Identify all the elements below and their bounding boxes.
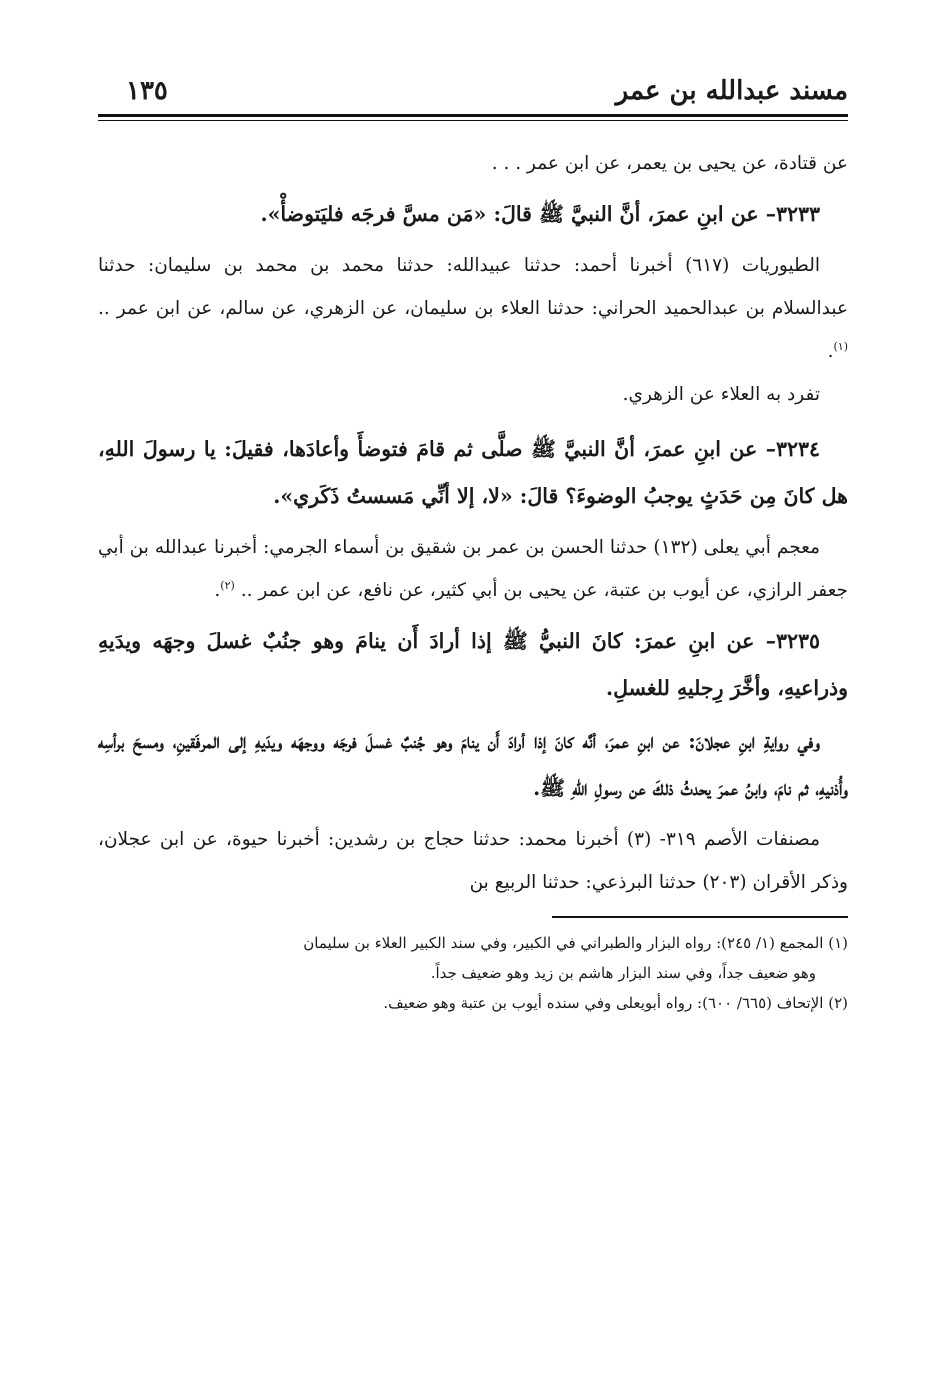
remark-tafarrud: تفرد به العلاء عن الزهري. (622, 384, 820, 405)
header-rule-thick (98, 114, 848, 117)
source-mujam-abi-yala: معجم أبي يعلى (١٣٢) حدثنا الحسن بن عمر بن شقيق بن أسماء الجرمي: أخبرنا عبدالله بن أبي جعفر الرازي، عن أيوب بن عتبة، عن يحيى بن أبي كثير، عن نافع، عن ابن عمر .. $^{(٢)}$. (98, 537, 848, 601)
running-title: مسند عبدالله بن عمر (615, 76, 848, 106)
page-body (98, 142, 848, 904)
hadith-3235: ٣٢٣٥– عن ابنِ عمرَ: كانَ النبيُّ ﷺ إذا أرادَ أَن ينامَ وهو جنُبٌ غسلَ وجهَه ويدَيهِ وذراعيهِ، وأخَّرَ رِجليهِ للغسلِ. (98, 629, 848, 700)
source-mujam-abi-yala-text: معجم أبي يعلى (١٣٢) حدثنا الحسن بن عمر بن شقيق بن أسماء الجرمي: أخبرنا عبدالله بن أبي جعفر الرازي، عن أيوب بن عتبة، عن يحيى بن أبي كثير، عن نافع، عن ابن عمر .. (98, 537, 848, 601)
hadith-3235-riwaya-ibn-ajlan: وفي روايةِ ابنِ عجلانَ: عن ابنِ عمرَ، أنَّه كانَ إذا أرادَ أَن ينامَ وهو جُنبٌ غسلَ فرجَه ووجهَه ويدَيهِ إلى المرفَقينِ، ومسحَ برأسِه وأُذنيهِ، ثم نامَ، وابنُ عمرَ يحدثُ ذلكَ عن رسولِ اللهِ ﷺ. (98, 729, 848, 800)
book-page (98, 68, 848, 1018)
page-number: ١٣٥ (126, 76, 168, 106)
footnote-1-line-1: (١) المجمع (١/ ٢٤٥): رواه البزار والطبراني في الكبير، وفي سند الكبير العلاء بن سليمان (303, 934, 848, 952)
footnote-separator (552, 916, 848, 918)
hadith-3233: ٣٢٣٣– عن ابنِ عمرَ، أنَّ النبيَّ ﷺ قالَ: «مَن مسَّ فرجَه فليَتوضأْ». (260, 202, 820, 226)
footnotes (98, 928, 848, 1018)
header-rule-thin (98, 120, 848, 121)
source-tuyuriyyat-text: الطيوريات (٦١٧) أخبرنا أحمد: حدثنا عبيدالله: حدثنا محمد بن محمد بن سليمان: حدثنا عبدالسلام بن عبدالحميد الحراني: حدثنا العلاء بن سليمان، عن الزهري، عن سالم، عن ابن عمر .. (98, 255, 848, 319)
source-musannafat-al-asamm: مصنفات الأصم ٣١٩- (٣) أخبرنا محمد: حدثنا حجاج بن رشدين: أخبرنا حيوة، عن ابن عجلان، وذكر الأقران (٢٠٣) حدثنا البرذعي: حدثنا الربيع بن (98, 829, 848, 893)
hadith-3234: ٣٢٣٤– عن ابنِ عمرَ، أنَّ النبيَّ ﷺ صلَّى ثم قامَ فتوضأَ وأعادَها، فقيلَ: يا رسولَ اللهِ، هل كانَ مِن حَدَثٍ يوجبُ الوضوءَ؟ قالَ: «لا، إلا أنِّي مَسستُ ذَكَري». (98, 437, 848, 508)
source-tuyuriyyat: الطيوريات (٦١٧) أخبرنا أحمد: حدثنا عبيدالله: حدثنا محمد بن محمد بن سليمان: حدثنا عبدالسلام بن عبدالحميد الحراني: حدثنا العلاء بن سليمان، عن الزهري، عن سالم، عن ابن عمر .. $^{(١)}$. (98, 255, 848, 362)
footnote-2: (٢) الإتحاف (٦٦٥/ ٦٠٠): رواه أبويعلى وفي سنده أيوب بن عتبة وهو ضعيف. (383, 994, 848, 1012)
footnote-1-line-2: وهو ضعيف جداً، وفي سند البزار هاشم بن زيد وهو ضعيف جداً. (430, 964, 816, 982)
chain-continuation: عن قتادة، عن يحيى بن يعمر، عن ابن عمر . . . (491, 153, 848, 174)
footnote-ref-2: (٢) (220, 578, 235, 592)
footnote-ref-1: (١) (833, 339, 848, 353)
page-header (98, 68, 848, 116)
